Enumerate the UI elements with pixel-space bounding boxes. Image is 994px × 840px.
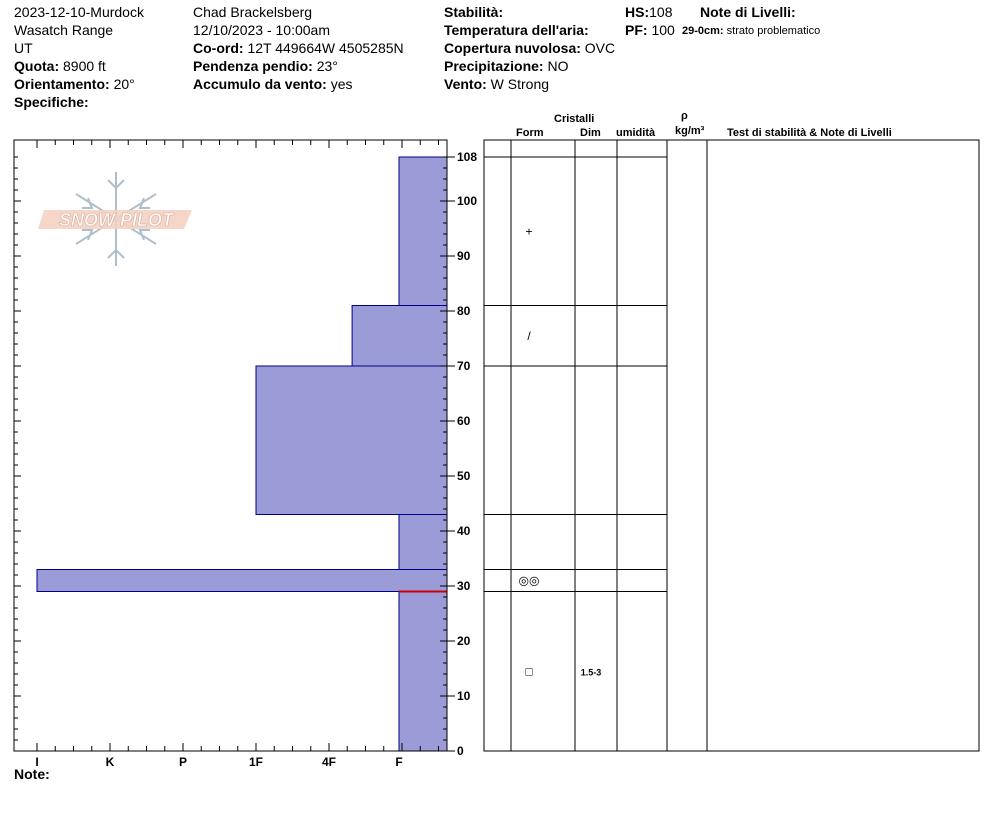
grain-form-0: + — [525, 224, 533, 239]
cloud-value: OVC — [584, 40, 616, 56]
y-tick-label: 70 — [457, 359, 471, 373]
y-tick-label: 80 — [457, 304, 471, 318]
grain-form-1: / — [527, 328, 531, 343]
hardness-label-4F: 4F — [321, 755, 337, 769]
y-tick-label: 100 — [457, 194, 478, 208]
wind-value: W Strong — [490, 76, 550, 92]
precip-value: NO — [547, 58, 569, 74]
air-temp-label: Temperatura dell'aria: — [444, 22, 589, 38]
y-tick-label: 108 — [457, 150, 478, 164]
form-header: Form — [516, 127, 544, 139]
wind-label: Vento: — [444, 76, 487, 92]
logo-text: SNOW PILOT — [59, 210, 173, 230]
cloud-label: Copertura nuvolosa: — [444, 40, 581, 56]
stability-label: Stabilità: — [444, 4, 504, 20]
hardness-label-I: I — [35, 755, 39, 769]
crystals-header: Cristalli — [554, 113, 595, 125]
size-header: Dim — [580, 127, 601, 139]
grain-form-4: ◎◎ — [518, 573, 540, 588]
stability-notes-header: Test di stabilità & Note di Livelli — [727, 127, 892, 139]
wind-loading-value: yes — [330, 76, 353, 92]
specifics-label: Specifiche: — [14, 94, 89, 110]
elevation-label: Quota: — [14, 58, 60, 74]
hardness-label-F: F — [395, 755, 403, 769]
pf-value: 100 — [651, 22, 675, 38]
density-unit: kg/m³ — [675, 125, 705, 137]
aspect-value: 20° — [113, 76, 135, 92]
grain-form-5: □ — [525, 664, 533, 679]
layer-note-depth: 29-0cm: — [682, 25, 724, 37]
density-symbol: ρ — [681, 110, 688, 122]
hs-value: 108 — [649, 4, 673, 20]
moisture-header: umidità — [616, 127, 656, 139]
y-tick-label: 50 — [457, 469, 471, 483]
y-tick-label: 90 — [457, 249, 471, 263]
y-tick-label: 40 — [457, 524, 471, 538]
y-tick-label: 60 — [457, 414, 471, 428]
y-tick-label: 10 — [457, 689, 471, 703]
notes-label: Note: — [14, 766, 50, 782]
hs-label: HS: — [625, 4, 650, 20]
observer: Chad Brackelsberg — [193, 4, 313, 20]
coord-label: Co-ord: — [193, 40, 244, 56]
hardness-label-K: K — [105, 755, 115, 769]
pf-label: PF: — [625, 22, 648, 38]
y-tick-label: 30 — [457, 579, 471, 593]
layer-notes-label: Note di Livelli: — [700, 4, 796, 20]
grain-size-5: 1.5-3 — [580, 667, 602, 678]
datetime: 12/10/2023 - 10:00am — [193, 22, 330, 38]
hardness-label-1F: 1F — [248, 755, 264, 769]
y-tick-label: 20 — [457, 634, 471, 648]
coord-value: 12T 449664W 4505285N — [247, 40, 404, 56]
y-tick-label: 0 — [457, 744, 464, 758]
precip-label: Precipitazione: — [444, 58, 544, 74]
state: UT — [14, 40, 33, 56]
hardness-label-P: P — [178, 755, 188, 769]
mountain-range: Wasatch Range — [14, 22, 114, 38]
slope-label: Pendenza pendio: — [193, 58, 313, 74]
table-frame — [484, 140, 979, 751]
wind-loading-label: Accumulo da vento: — [193, 76, 327, 92]
pit-title: 2023-12-10-Murdock — [14, 4, 144, 20]
aspect-label: Orientamento: — [14, 76, 110, 92]
elevation-value: 8900 ft — [63, 58, 106, 74]
layer-note-text: strato problematico — [726, 25, 821, 37]
slope-value: 23° — [316, 58, 338, 74]
